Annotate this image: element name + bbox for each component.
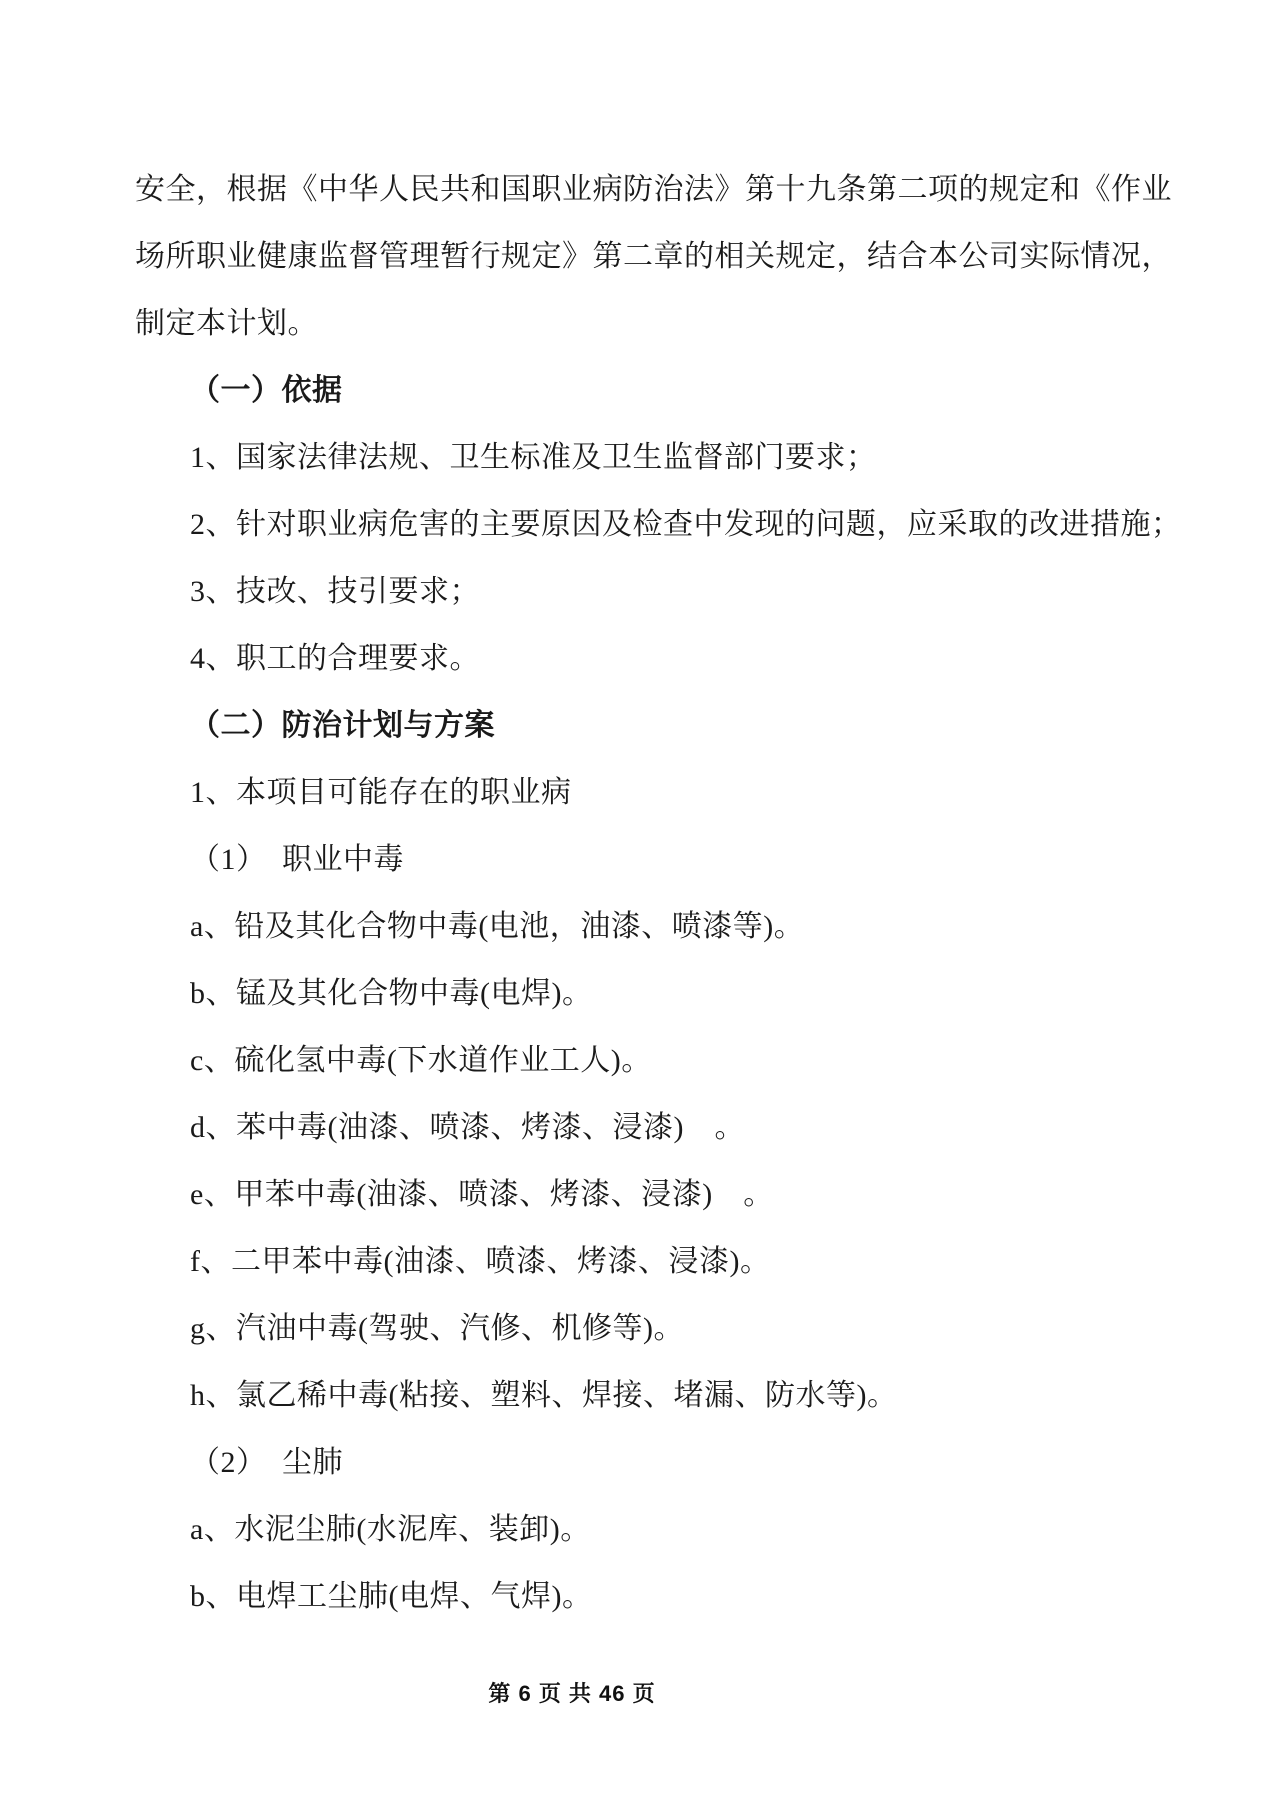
- text-line: 1、本项目可能存在的职业病: [190, 776, 572, 809]
- text-line: 2、针对职业病危害的主要原因及检查中发现的问题，应采取的改进措施；: [190, 508, 1182, 541]
- text-line: （2） 尘肺: [190, 1446, 343, 1479]
- text-line: 3、技改、技引要求；: [190, 575, 480, 608]
- text-line: e、甲苯中毒(油漆、喷漆、烤漆、浸漆) 。: [190, 1178, 774, 1211]
- text-line: 场所职业健康监督管理暂行规定》第二章的相关规定，结合本公司实际情况，: [135, 240, 1172, 273]
- text-line: h、氯乙稀中毒(粘接、塑料、焊接、堵漏、防水等)。: [190, 1379, 898, 1412]
- text-line: 安全，根据《中华人民共和国职业病防治法》第十九条第二项的规定和《作业: [135, 173, 1172, 206]
- text-line: 4、职工的合理要求。: [190, 642, 480, 675]
- text-line: 制定本计划。: [135, 307, 318, 340]
- text-line: g、汽油中毒(驾驶、汽修、机修等)。: [190, 1312, 684, 1345]
- document-body: [135, 156, 1250, 1630]
- section-heading: （一）依据: [190, 374, 343, 407]
- text-line: a、铅及其化合物中毒(电池，油漆、喷漆等)。: [190, 910, 805, 943]
- text-line: a、水泥尘肺(水泥库、装卸)。: [190, 1513, 591, 1546]
- text-line: f、二甲苯中毒(油漆、喷漆、烤漆、浸漆)。: [190, 1245, 771, 1278]
- text-line: （1） 职业中毒: [190, 843, 404, 876]
- page-number: 第 6 页 共 46 页: [488, 1681, 656, 1706]
- section-heading: （二）防治计划与方案: [190, 709, 495, 742]
- text-line: c、硫化氢中毒(下水道作业工人)。: [190, 1044, 652, 1077]
- text-line: 1、国家法律法规、卫生标准及卫生监督部门要求；: [190, 441, 877, 474]
- text-line: b、电焊工尘肺(电焊、气焊)。: [190, 1580, 593, 1613]
- text-line: d、苯中毒(油漆、喷漆、烤漆、浸漆) 。: [190, 1111, 745, 1144]
- text-line: b、锰及其化合物中毒(电焊)。: [190, 977, 593, 1010]
